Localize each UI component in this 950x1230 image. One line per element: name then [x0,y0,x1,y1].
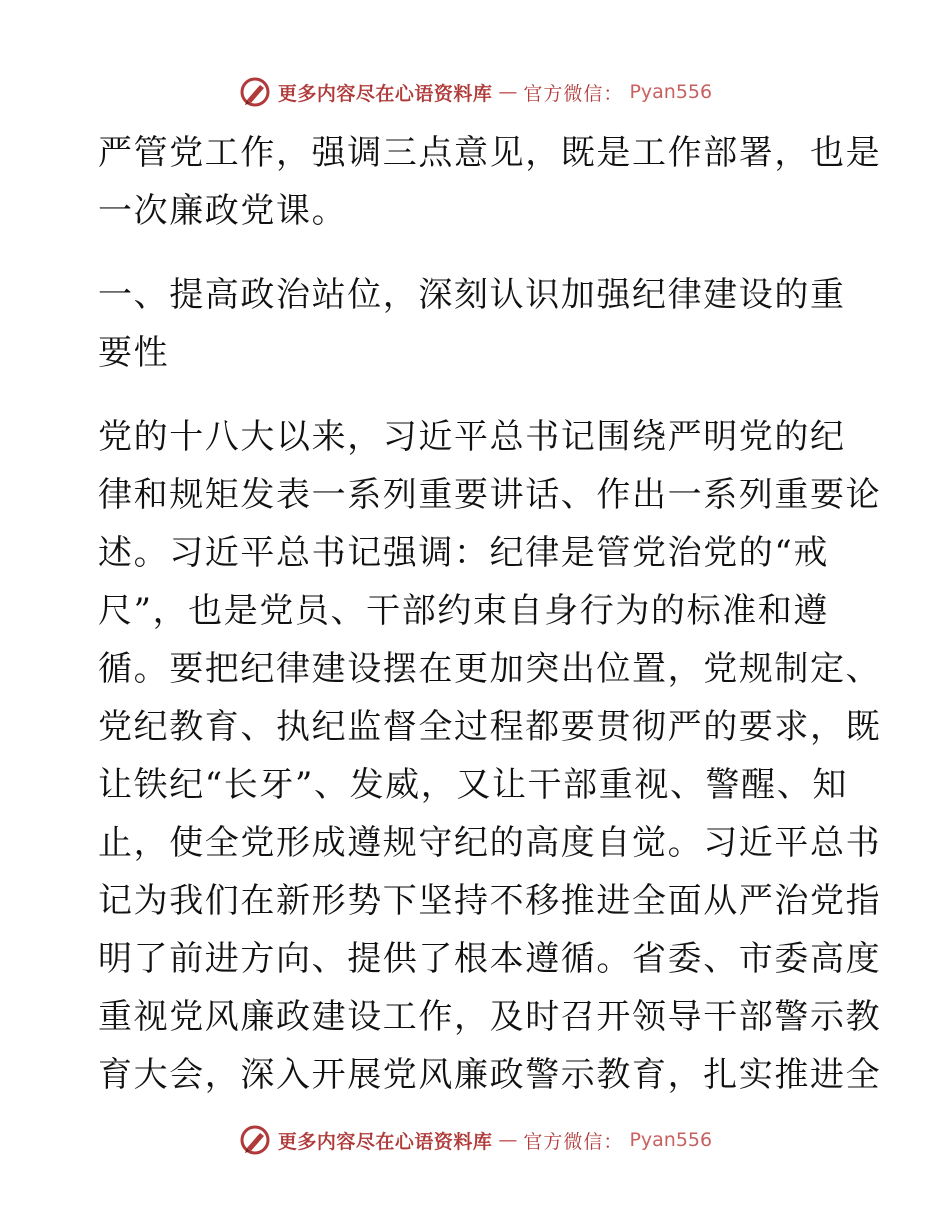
watermark-brand: 更多内容尽在心语资料库 [277,82,493,105]
text-line: 记为我们在新形势下坚持不移推进全面从严治党指 [98,881,882,921]
text-line: 重视党风廉政建设工作，及时召开领导干部警示教 [98,997,882,1037]
watermark-footer [0,1120,950,1160]
heading-line: 要性 [98,333,170,373]
text-line: 党的十八大以来，习近平总书记围绕严明党的纪 [98,417,846,457]
watermark-label: 官方微信： [523,1130,624,1153]
text-line: 严管党工作，强调三点意见，既是工作部署，也是 [98,133,882,173]
text-line: 党纪教育、执纪监督全过程都要贯彻严的要求，既 [98,707,882,747]
watermark-separator: — [498,1129,518,1151]
text-line: 尺”，也是党员、干部约束自身行为的标准和遵 [98,591,829,631]
watermark-label: 官方微信： [523,82,624,105]
section-heading [98,266,858,382]
text-line: 述。习近平总书记强调：纪律是管党治党的“戒 [98,533,829,573]
watermark-separator: — [498,81,518,103]
pen-logo-icon [238,75,272,109]
text-line: 止，使全党形成遵规守纪的高度自觉。习近平总书 [98,823,882,863]
watermark-brand: 更多内容尽在心语资料库 [277,1130,493,1153]
pen-logo-icon [238,1123,272,1157]
text-line: 让铁纪“长牙”、发威，又让干部重视、警醒、知 [98,765,848,805]
text-line: 律和规矩发表一系列重要讲话、作出一系列重要论 [98,475,882,515]
watermark-wechat-id: Pyan556 [629,81,713,103]
paragraph-body [98,408,882,1104]
heading-line: 一、提高政治站位，深刻认识加强纪律建设的重 [98,275,846,315]
watermark-wechat-id: Pyan556 [629,1129,713,1151]
text-line: 一次廉政党课。 [98,191,348,231]
document-body [98,124,882,1104]
text-line: 循。要把纪律建设摆在更加突出位置，党规制定、 [98,649,882,689]
text-line: 育大会，深入开展党风廉政警示教育，扎实推进全 [98,1055,882,1095]
watermark-header [0,72,950,112]
paragraph-intro [98,124,882,240]
text-line: 明了前进方向、提供了根本遵循。省委、市委高度 [98,939,882,979]
